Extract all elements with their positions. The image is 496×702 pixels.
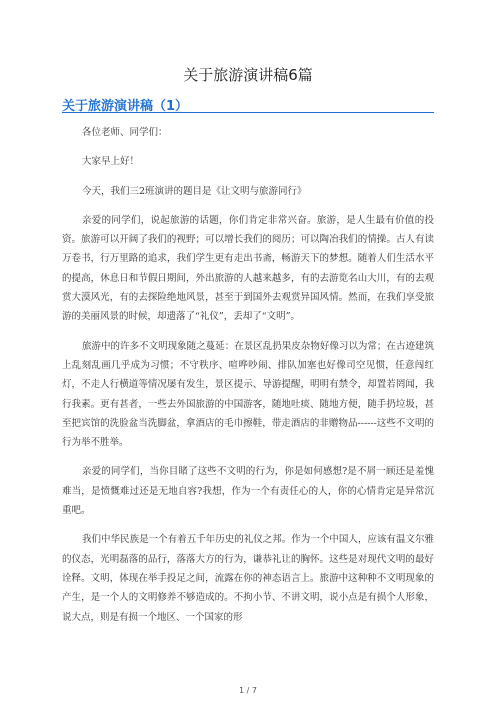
paragraph-topic: 今天，我们三2班演讲的题目是《让文明与旅游同行》 [82, 185, 307, 197]
section-divider [62, 112, 434, 113]
page-indicator: 1 / 7 [239, 686, 257, 695]
paragraph-greeting: 各位老师、同学们： [82, 127, 168, 138]
paragraph-body: 亲爱的同学们，当你目睹了这些不文明的行为，你是如何感想?是不屑一顾还是羞愧难当，是愤慨难过还是无地自容?我想，作为一个有责任心的人，你的心情肯定是异常沉重吧。 [62, 466, 434, 517]
document-body [62, 120, 434, 637]
paragraph-salutation: 大家早上好！ [82, 156, 140, 168]
paragraph-body: 亲爱的同学们，说起旅游的话题，你们肯定非常兴奋。旅游，是人生最有价值的投资。旅游可以开阔了我们的视野；可以增长我们的阅历；可以陶冶我们的情操。古人有读万卷书，行万里路的追求，我们学生更有走出书斋，畅游天下的梦想。随着人们生活水平的提高，休息日和节假日期间，外出旅游的人越来越多，有的去游览名山大川，有的去观赏大漠风光，有的去探险绝地风景，甚至于到国外去观赏异国风情。然而，在我们享受旅游的美丽风景的时候，却遗落了“礼仪”，丢却了“文明”。 [62, 214, 434, 323]
document-title: 关于旅游演讲稿6篇 [183, 66, 313, 84]
paragraph-body: 旅游中的许多不文明现象随之蔓延：在景区乱扔果皮杂物好像习以为常；在古迹建筑上乱刻乱画几乎成为习惯；不守秩序、喧哗吵闹、排队加塞也好像司空见惯，任意闯红灯，不走人行横道等情况屡有发生，景区提示、导游提醒，明明有禁令，却置若罔闻，我行我素。更有甚者，一些去外国旅游的中国游客，随地吐痰、随地方便，随手扔垃圾，甚至把宾馆的洗脸盆当洗脚盆，拿酒店的毛巾擦鞋，带走酒店的非赠物品------这些不文明的行为举不胜举。 [62, 340, 434, 449]
paragraph-body: 我们中华民族是一个有着五千年历史的礼仪之邦。作为一个中国人，应该有温文尔雅的仪态，光明磊落的品行，落落大方的行为，谦恭礼让的胸怀。这些是对现代文明的最好诠释。文明，体现在举手投足之间，流露在你的神态语言上。旅游中这种种不文明现象的产生，是一个人的文明修养不够造成的。不拘小节、不讲文明，说小点是有损个人形象，说大点，则是有损一个地区、一个国家的形 [62, 534, 434, 623]
section-heading: 关于旅游演讲稿（1） [62, 99, 189, 114]
